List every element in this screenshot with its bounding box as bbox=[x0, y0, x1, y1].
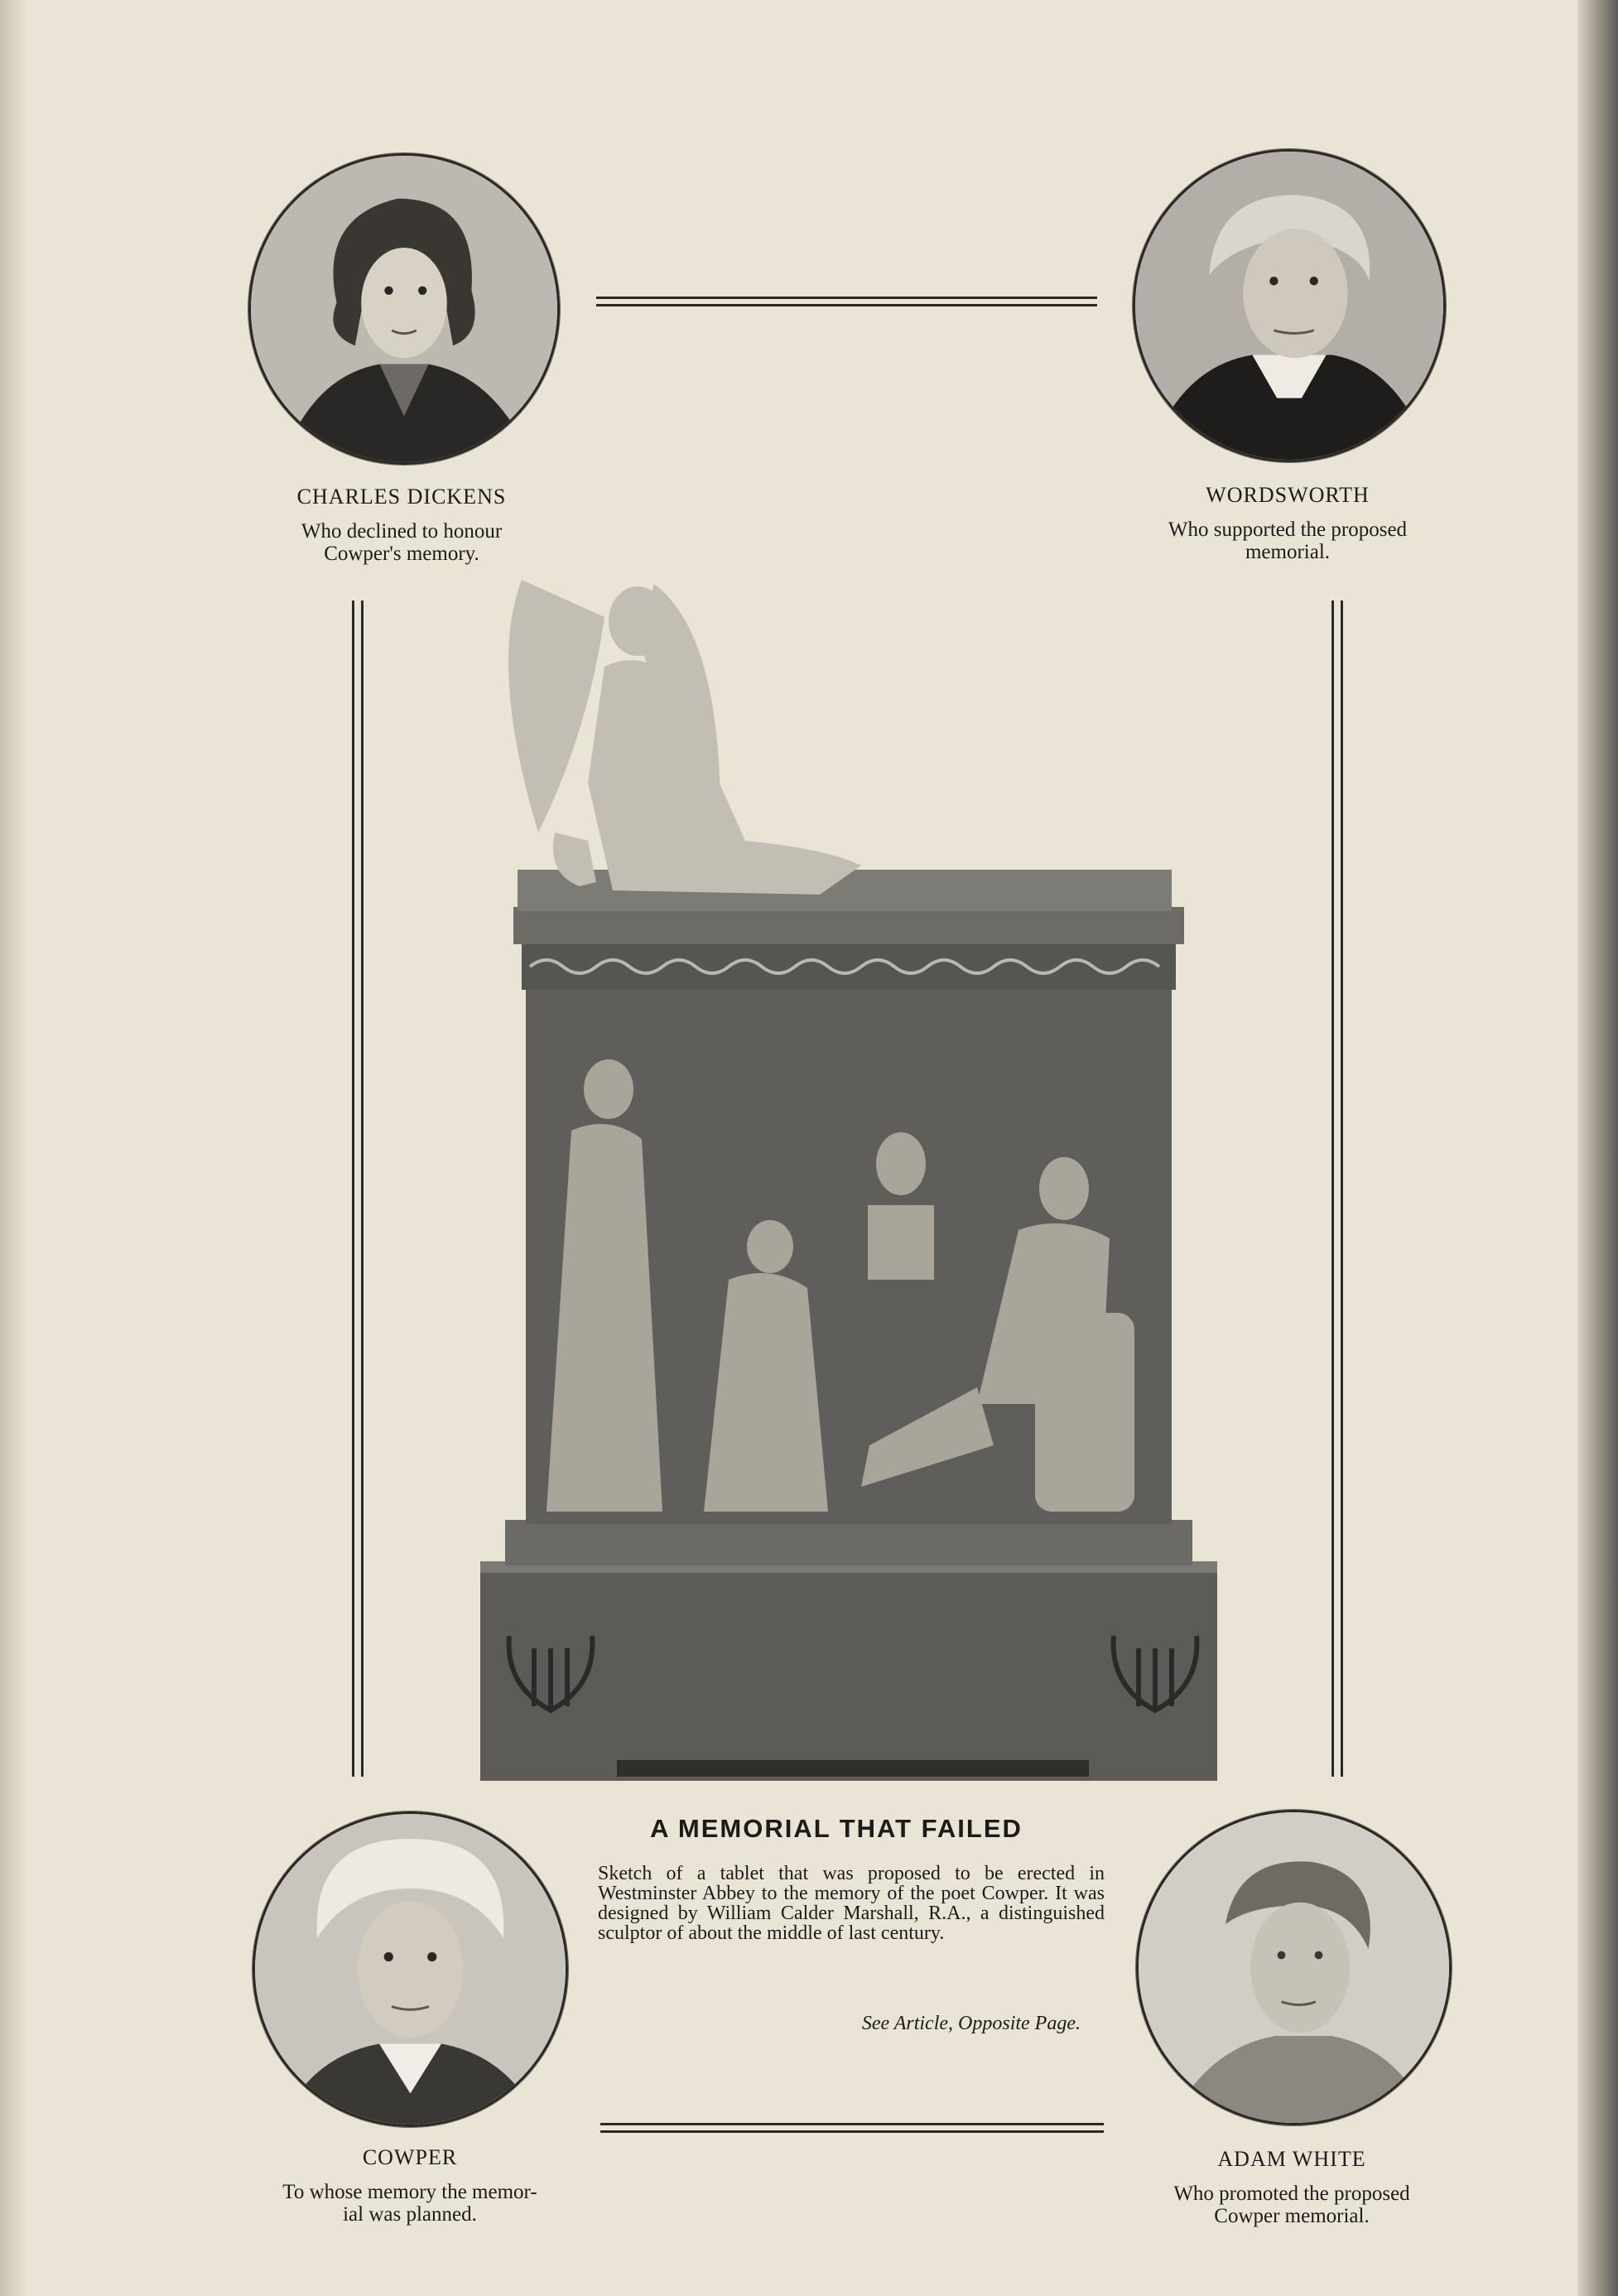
right-double-rule bbox=[1331, 601, 1343, 1777]
see-article-note: See Article, Opposite Page. bbox=[861, 2013, 1081, 2034]
cowper-caption-line: ial was planned. bbox=[343, 2203, 477, 2226]
cowper-caption-line: To whose memory the memor- bbox=[282, 2181, 537, 2203]
dickens-caption-line: Cowper's memory. bbox=[324, 543, 479, 565]
adam-white-caption bbox=[1105, 2183, 1478, 2227]
wordsworth-caption-line: Who supported the proposed bbox=[1168, 519, 1408, 541]
adam-white-portrait bbox=[1136, 1810, 1452, 2125]
wordsworth-caption bbox=[1101, 519, 1474, 563]
dickens-portrait bbox=[248, 153, 560, 465]
page-gutter-right bbox=[1577, 0, 1618, 2296]
dickens-name: CHARLES DICKENS bbox=[296, 485, 507, 509]
feature-title: A MEMORIAL THAT FAILED bbox=[650, 1814, 1023, 1843]
memorial-tablet-illustration bbox=[472, 567, 1226, 1781]
bottom-double-rule bbox=[600, 2123, 1104, 2133]
adam-white-caption-line: Cowper memorial. bbox=[1214, 2205, 1370, 2227]
dickens-caption bbox=[215, 520, 588, 565]
left-double-rule bbox=[352, 601, 364, 1777]
adam-white-caption-line: Who promoted the proposed bbox=[1173, 2183, 1410, 2205]
cowper-caption bbox=[224, 2181, 596, 2226]
cowper-name: COWPER bbox=[362, 2145, 458, 2169]
adam-white-name: ADAM WHITE bbox=[1217, 2147, 1366, 2171]
wordsworth-caption-line: memorial. bbox=[1245, 541, 1331, 563]
wordsworth-portrait bbox=[1133, 149, 1446, 462]
page-gutter-left bbox=[0, 0, 25, 2296]
wordsworth-name: WORDSWORTH bbox=[1206, 483, 1370, 507]
cowper-portrait bbox=[253, 1811, 568, 2127]
feature-body: Sketch of a tablet that was proposed to be erected in Westminster Abbey to the memory of the poet Cowper. It was designed by William Calder Marshall, R.A., a distinguished sculptor of about the middle of last century. bbox=[598, 1863, 1105, 1944]
dickens-caption-line: Who declined to honour bbox=[301, 520, 503, 543]
top-double-rule bbox=[596, 297, 1097, 306]
